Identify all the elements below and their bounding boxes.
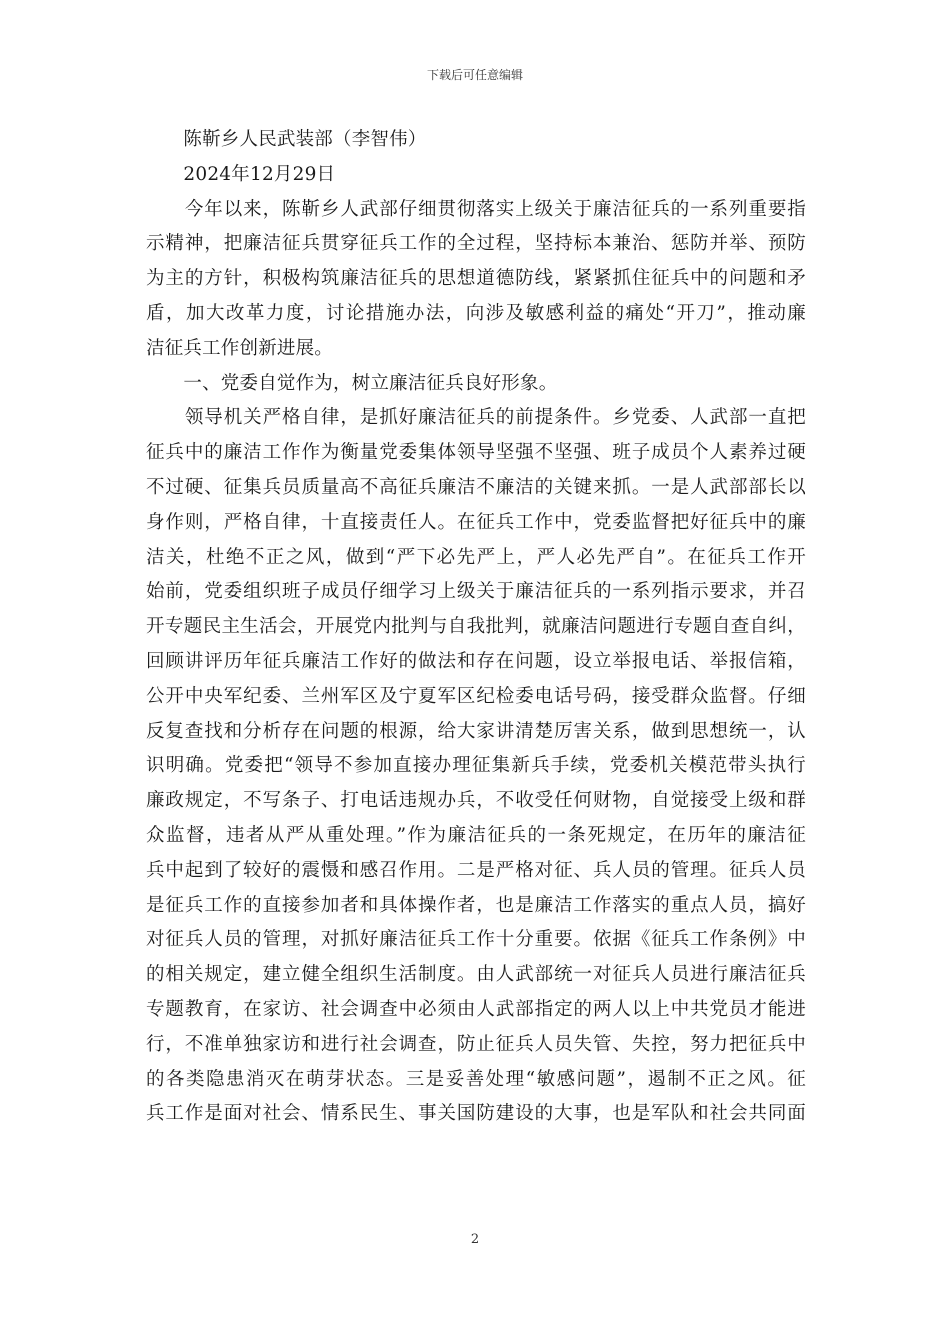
date-line: 2024年12月29日	[146, 163, 336, 185]
paragraph-line: 征兵中的廉洁工作作为衡量党委集体领导坚强不坚强、班子成员个人素养过硬	[146, 442, 806, 464]
paragraph-line: 兵中起到了较好的震慑和感召作用。二是严格对征、兵人员的管理。征兵人员	[146, 859, 806, 881]
paragraph-line: 廉政规定，不写条子、打电话违规办兵，不收受任何财物，自觉接受上级和群	[146, 790, 806, 812]
paragraph-line: 回顾讲评历年征兵廉洁工作好的做法和存在问题，设立举报电话、举报信箱，	[146, 650, 806, 672]
author-line: 陈靳乡人民武装部（李智伟）	[146, 129, 427, 150]
paragraph-line: 公开中央军纪委、兰州军区及宁夏军区纪检委电话号码，接受群众监督。仔细	[146, 685, 806, 707]
paragraph-line: 反复查找和分析存在问题的根源，给大家讲清楚厉害关系，做到思想统一，认	[146, 720, 806, 742]
paragraph-line: 洁关，杜绝不正之风，做到“严下必先严上，严人必先严自”。在征兵工作开	[146, 546, 806, 568]
paragraph-line: 众监督，违者从严从重处理。”作为廉洁征兵的一条死规定，在历年的廉洁征	[146, 824, 806, 846]
paragraph-line: 兵工作是面对社会、情系民生、事关国防建设的大事，也是军队和社会共同面	[146, 1103, 806, 1125]
paragraph-line: 示精神，把廉洁征兵贯穿征兵工作的全过程，坚持标本兼治、惩防并举、预防	[146, 233, 806, 255]
page-header: 下载后可任意编辑	[426, 68, 523, 82]
paragraph-line: 身作则，严格自律，十直接责任人。在征兵工作中，党委监督把好征兵中的廉	[146, 511, 806, 533]
paragraph-line: 行，不准单独家访和进行社会调查，防止征兵人员失管、失控，努力把征兵中	[146, 1033, 806, 1055]
paragraph-line: 始前，党委组织班子成员仔细学习上级关于廉洁征兵的一系列指示要求，并召	[146, 581, 806, 603]
paragraph-line: 为主的方针，积极构筑廉洁征兵的思想道德防线，紧紧抓住征兵中的问题和矛	[146, 268, 806, 290]
page-number: 2	[470, 1232, 480, 1247]
paragraph-line: 不过硬、征集兵员质量高不高征兵廉洁不廉洁的关键来抓。一是人武部部长以	[146, 476, 806, 498]
paragraph-line: 对征兵人员的管理，对抓好廉洁征兵工作十分重要。依据《征兵工作条例》中	[146, 929, 806, 951]
paragraph-line: 的各类隐患消灭在萌芽状态。三是妥善处理“敏感问题”，遏制不正之风。征	[146, 1068, 806, 1090]
paragraph-line: 是征兵工作的直接参加者和具体操作者，也是廉洁工作落实的重点人员，搞好	[146, 894, 806, 916]
paragraph-line: 开专题民主生活会，开展党内批判与自我批判，就廉洁问题进行专题自查自纠，	[146, 616, 806, 638]
document-body	[146, 123, 806, 1132]
section-heading: 一、党委自觉作为，树立廉洁征兵良好形象。	[146, 372, 558, 394]
paragraph-line: 识明确。党委把“领导不参加直接办理征集新兵手续，党委机关模范带头执行	[146, 755, 806, 777]
paragraph-line: 洁征兵工作创新进展。	[146, 337, 334, 359]
paragraph-line: 专题教育，在家访、社会调查中必须由人武部指定的两人以上中共党员才能进	[146, 998, 806, 1020]
paragraph-line: 盾，加大改革力度，讨论措施办法，向涉及敏感利益的痛处“开刀”，推动廉	[146, 302, 806, 324]
paragraph-line: 今年以来，陈靳乡人武部仔细贯彻落实上级关于廉洁征兵的一系列重要指	[146, 198, 806, 220]
paragraph-line: 领导机关严格自律，是抓好廉洁征兵的前提条件。乡党委、人武部一直把	[146, 407, 806, 429]
paragraph-line: 的相关规定，建立健全组织生活制度。由人武部统一对征兵人员进行廉洁征兵	[146, 964, 806, 986]
